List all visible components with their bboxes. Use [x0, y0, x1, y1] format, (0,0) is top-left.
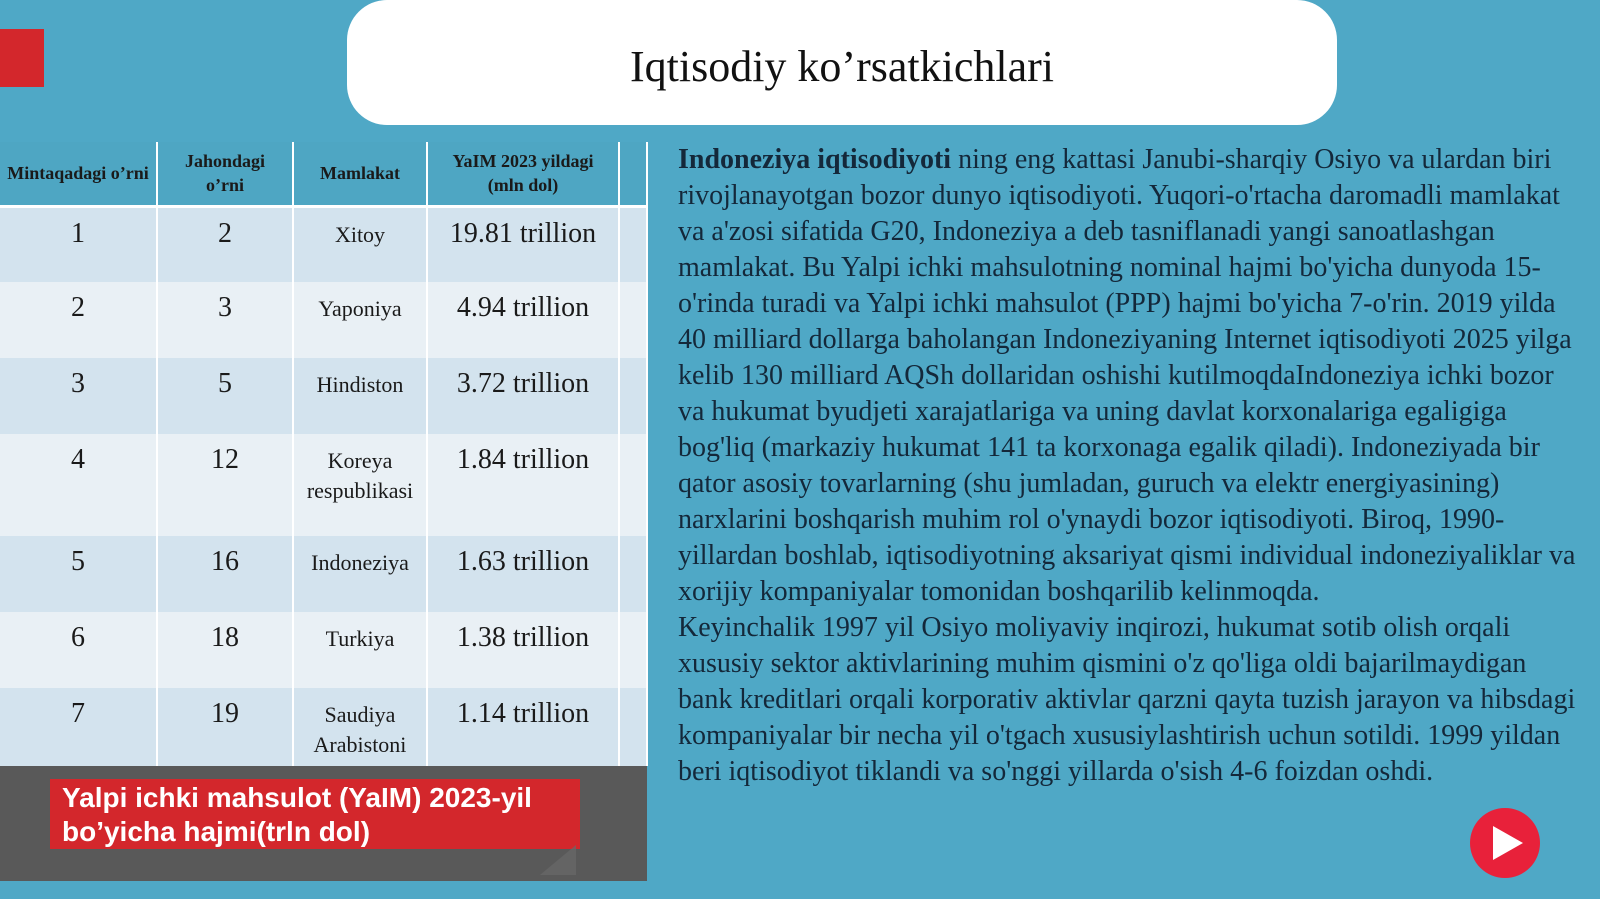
table-row: [0, 206, 647, 282]
decorative-red-square: [0, 29, 44, 87]
cell-country: Koreya respublikasi: [293, 434, 427, 536]
slide-title: Iqtisodiy ko’rsatkichlari: [629, 42, 1054, 91]
table-caption: Yalpi ichki mahsulot (YaIM) 2023-yil bo’yicha hajmi(trln dol): [50, 779, 580, 849]
cell-regional: 1: [0, 206, 157, 282]
cell-world: 12: [157, 434, 293, 536]
paragraph-1-text: ning eng kattasi Janubi-sharqiy Osiyo va ulardan biri rivojlanayotgan bozor dunyo iqtisodiyoti. Yuqori-o'rtacha daromadli mamlakat va a'zosi sifatida G20, Indoneziya a deb tasniflanadi yangi sanoatlashgan mamlakat. Bu Yalpi ichki mahsulotning nominal hajmi bo'yicha dunyoda 15-o'rinda turadi va Yalpi ichki mahsulot (PPP) hajmi bo'yicha 7-o'rin. 2019 yilda 40 milliard dollarga baholangan Indoneziyaning Internet iqtisodiyoti 2025 yilga kelib 130 milliard AQSh dollaridan oshishi kutilmoqdaIndoneziya ichki bozor va hukumat byudjeti xarajatlariga va uning davlat korxonalariga egaligiga bog'liq (markaziy hukumat 141 ta korxonaga egalik qiladi). Indoneziyada bir qator asosiy tovarlarning (shu jumladan, guruch va elektr energiyasining) narxlarini boshqarish muhim rol o'ynaydi bozor iqtisodiyoti. Biroq, 1990-yillardan boshlab, iqtisodiyotning aksariyat qismi individual indoneziyaliklar va xorijiy kompaniyalar tomonidan boshqarilib kelinmoqda.: [678, 144, 1576, 607]
title-banner: [347, 0, 1337, 125]
play-button[interactable]: [1470, 808, 1540, 878]
cell-country: Hindiston: [293, 358, 427, 434]
cell-blank: [619, 536, 647, 612]
cell-regional: 3: [0, 358, 157, 434]
cell-blank: [619, 612, 647, 688]
cell-world: 19: [157, 688, 293, 766]
table-row: [0, 536, 647, 612]
table-header-row: [0, 142, 647, 206]
body-text: [678, 142, 1578, 790]
cell-gdp: 1.84 trillion: [427, 434, 619, 536]
cell-regional: 6: [0, 612, 157, 688]
header-regional-rank: Mintaqadagi o’rni: [0, 142, 157, 206]
cell-country: Yaponiya: [293, 282, 427, 358]
cell-gdp: 1.63 trillion: [427, 536, 619, 612]
cell-country: Indoneziya: [293, 536, 427, 612]
table-row: [0, 282, 647, 358]
cell-blank: [619, 206, 647, 282]
table-row: [0, 358, 647, 434]
cell-world: 18: [157, 612, 293, 688]
header-blank: [619, 142, 647, 206]
table-row: [0, 688, 647, 766]
header-country: Mamlakat: [293, 142, 427, 206]
cell-country: Xitoy: [293, 206, 427, 282]
table-row: [0, 612, 647, 688]
cell-blank: [619, 434, 647, 536]
gdp-table: [0, 142, 648, 766]
cell-gdp: 4.94 trillion: [427, 282, 619, 358]
paragraph-2: Keyinchalik 1997 yil Osiyo moliyaviy inqirozi, hukumat sotib olish orqali xususiy sektor aktivlarining muhim qismini o'z qo'liga oldi bajarilmaydigan bank kreditlari orqali korporativ aktivlar qarzni qayta tuzish jarayon va hibsdagi kompaniyalar bir necha yil o'tgach xususiylashtirish uchun sotildi. 1999 yildan beri iqtisodiyot tiklandi va so'nggi yillarda o'sish 4-6 foizdan oshdi.: [678, 612, 1576, 787]
cell-regional: 5: [0, 536, 157, 612]
cell-world: 5: [157, 358, 293, 434]
play-icon: [1493, 826, 1523, 860]
cell-gdp: 1.38 trillion: [427, 612, 619, 688]
cell-regional: 4: [0, 434, 157, 536]
decorative-corner-shape: [540, 845, 576, 875]
table-row: [0, 434, 647, 536]
cell-world: 16: [157, 536, 293, 612]
cell-regional: 7: [0, 688, 157, 766]
cell-gdp: 3.72 trillion: [427, 358, 619, 434]
cell-world: 2: [157, 206, 293, 282]
cell-blank: [619, 282, 647, 358]
bold-lead: Indoneziya iqtisodiyoti: [678, 144, 952, 175]
cell-blank: [619, 688, 647, 766]
header-world-rank: Jahondagi o’rni: [157, 142, 293, 206]
cell-gdp: 1.14 trillion: [427, 688, 619, 766]
gdp-table-panel: [0, 142, 647, 881]
cell-world: 3: [157, 282, 293, 358]
header-gdp: YaIM 2023 yildagi (mln dol): [427, 142, 619, 206]
paragraph-1: [678, 142, 1578, 610]
cell-gdp: 19.81 trillion: [427, 206, 619, 282]
cell-regional: 2: [0, 282, 157, 358]
cell-country: Saudiya Arabistoni: [293, 688, 427, 766]
cell-blank: [619, 358, 647, 434]
cell-country: Turkiya: [293, 612, 427, 688]
